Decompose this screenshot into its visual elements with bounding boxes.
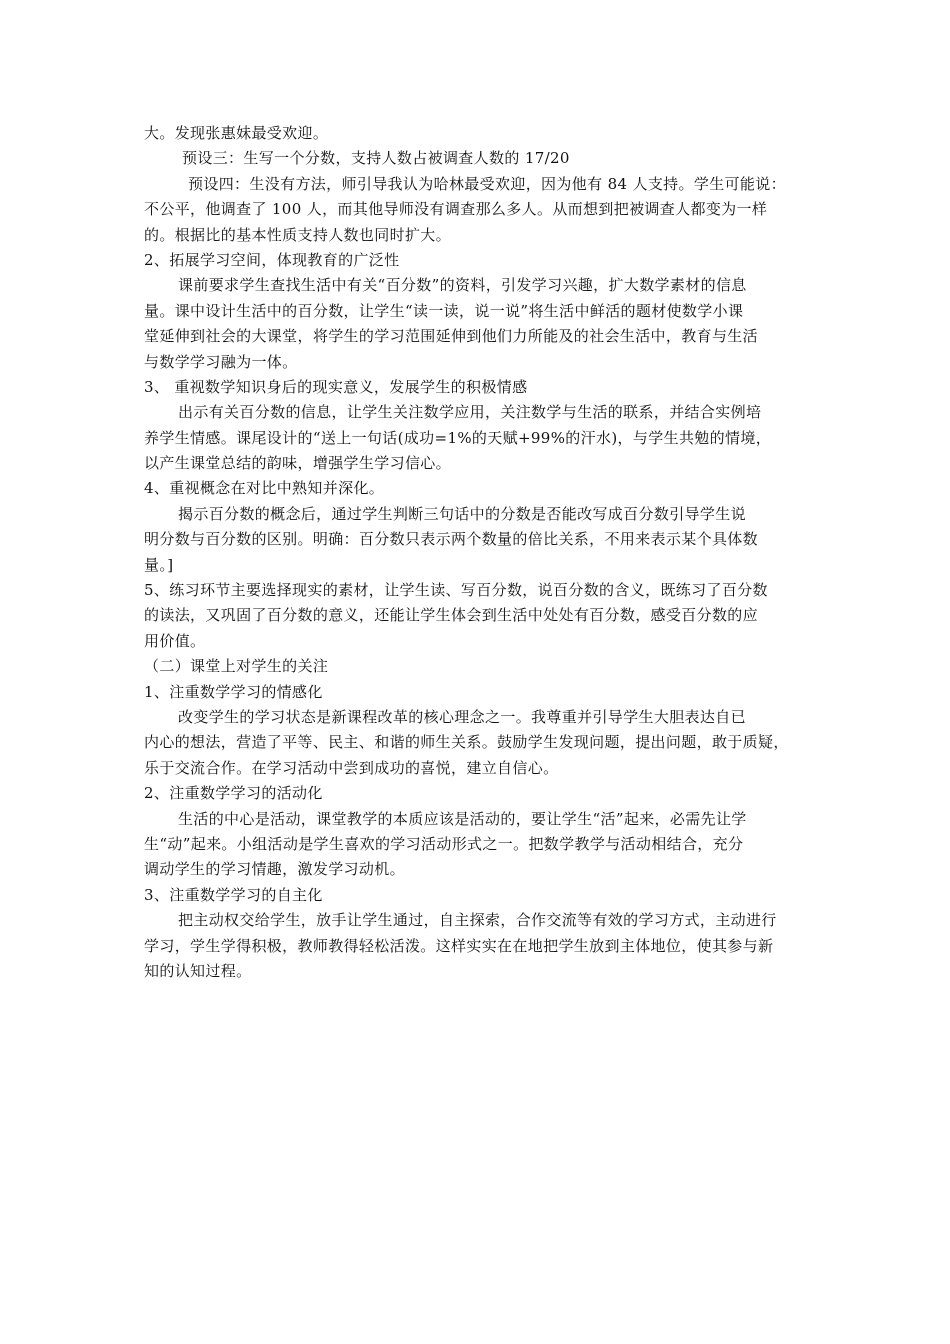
text-line: 2、拓展学习空间，体现教育的广泛性	[144, 250, 400, 269]
text-line: 量。]	[144, 555, 174, 574]
text-line: 5、练习环节主要选择现实的素材，让学生读、写百分数，说百分数的含义，既练习了百分数	[144, 581, 768, 600]
text-line: 预设四：生没有方法，师引导我认为哈林最受欢迎，因为他有 84 人支持。学生可能说：	[188, 174, 786, 193]
text-line: 生活的中心是活动，课堂教学的本质应该是活动的，要让学生“活”起来，必需先让学	[178, 809, 747, 828]
text-line: （二）课堂上对学生的关注	[144, 657, 329, 676]
text-line: 调动学生的学习情趣，激发学习动机。	[144, 860, 405, 879]
document-page	[144, 121, 812, 984]
text-line: 与数学学习融为一体。	[144, 352, 298, 371]
text-line: 出示有关百分数的信息，让学生关注数学应用，关注数学与生活的联系，并结合实例培	[178, 403, 762, 422]
text-line: 改变学生的学习状态是新课程改革的核心理念之一。我尊重并引导学生大胆表达自已	[178, 707, 746, 726]
text-line: 2、注重数学学习的活动化	[144, 784, 323, 803]
text-line: 量。课中设计生活中的百分数，让学生“读一读，说一说”将生活中鲜活的题材使数学小课	[144, 301, 744, 320]
text-line: 预设三：生写一个分数，支持人数占被调查人数的 17/20	[182, 149, 570, 168]
text-line: 3、 重视数学知识身后的现实意义，发展学生的积极情感	[144, 377, 528, 396]
text-line: 堂延伸到社会的大课堂，将学生的学习范围延伸到他们力所能及的社会生活中，教育与生活	[144, 327, 759, 346]
text-line: 4、重视概念在对比中熟知并深化。	[144, 479, 385, 498]
text-line: 内心的想法，营造了平等、民主、和谐的师生关系。鼓励学生发现问题，提出问题，敢于质疑，	[144, 733, 789, 752]
text-line: 的。根据比的基本性质支持人数也同时扩大。	[144, 225, 452, 244]
text-line: 1、注重数学学习的情感化	[144, 682, 323, 701]
text-line: 3、注重数学学习的自主化	[144, 885, 323, 904]
text-line: 不公平，他调查了 100 人，而其他导师没有调查那么多人。从而想到把被调查人都变为一样	[144, 200, 768, 219]
text-line: 生“动”起来。小组活动是学生喜欢的学习活动形式之一。把数学教学与活动相结合，充分	[144, 834, 744, 853]
text-line: 学习，学生学得积极，教师教得轻松活泼。这样实实在在地把学生放到主体地位，使其参与新	[144, 936, 774, 955]
text-line: 把主动权交给学生，放手让学生通过，自主探索，合作交流等有效的学习方式，主动进行	[178, 911, 777, 930]
text-line: 明分数与百分数的区别。明确：百分数只表示两个数量的倍比关系，不用来表示某个具体数	[144, 530, 759, 549]
text-line: 养学生情感。课尾设计的“送上一句话(成功=1%的天赋+99%的汗水)，与学生共勉的情境，	[144, 428, 772, 447]
text-line: 揭示百分数的概念后，通过学生判断三句话中的分数是否能改写成百分数引导学生说	[178, 504, 746, 523]
text-line: 以产生课堂总结的韵味，增强学生学习信心。	[144, 454, 452, 473]
text-line: 知的认知过程。	[144, 961, 252, 980]
text-line: 的读法，又巩固了百分数的意义，还能让学生体会到生活中处处有百分数，感受百分数的应	[144, 606, 759, 625]
text-line: 课前要求学生查找生活中有关“百分数”的资料，引发学习兴趣，扩大数学素材的信息	[178, 276, 747, 295]
text-line: 乐于交流合作。在学习活动中尝到成功的喜悦，建立自信心。	[144, 758, 559, 777]
text-line: 大。发现张惠妹最受欢迎。	[144, 124, 329, 142]
text-line: 用价值。	[144, 631, 206, 650]
